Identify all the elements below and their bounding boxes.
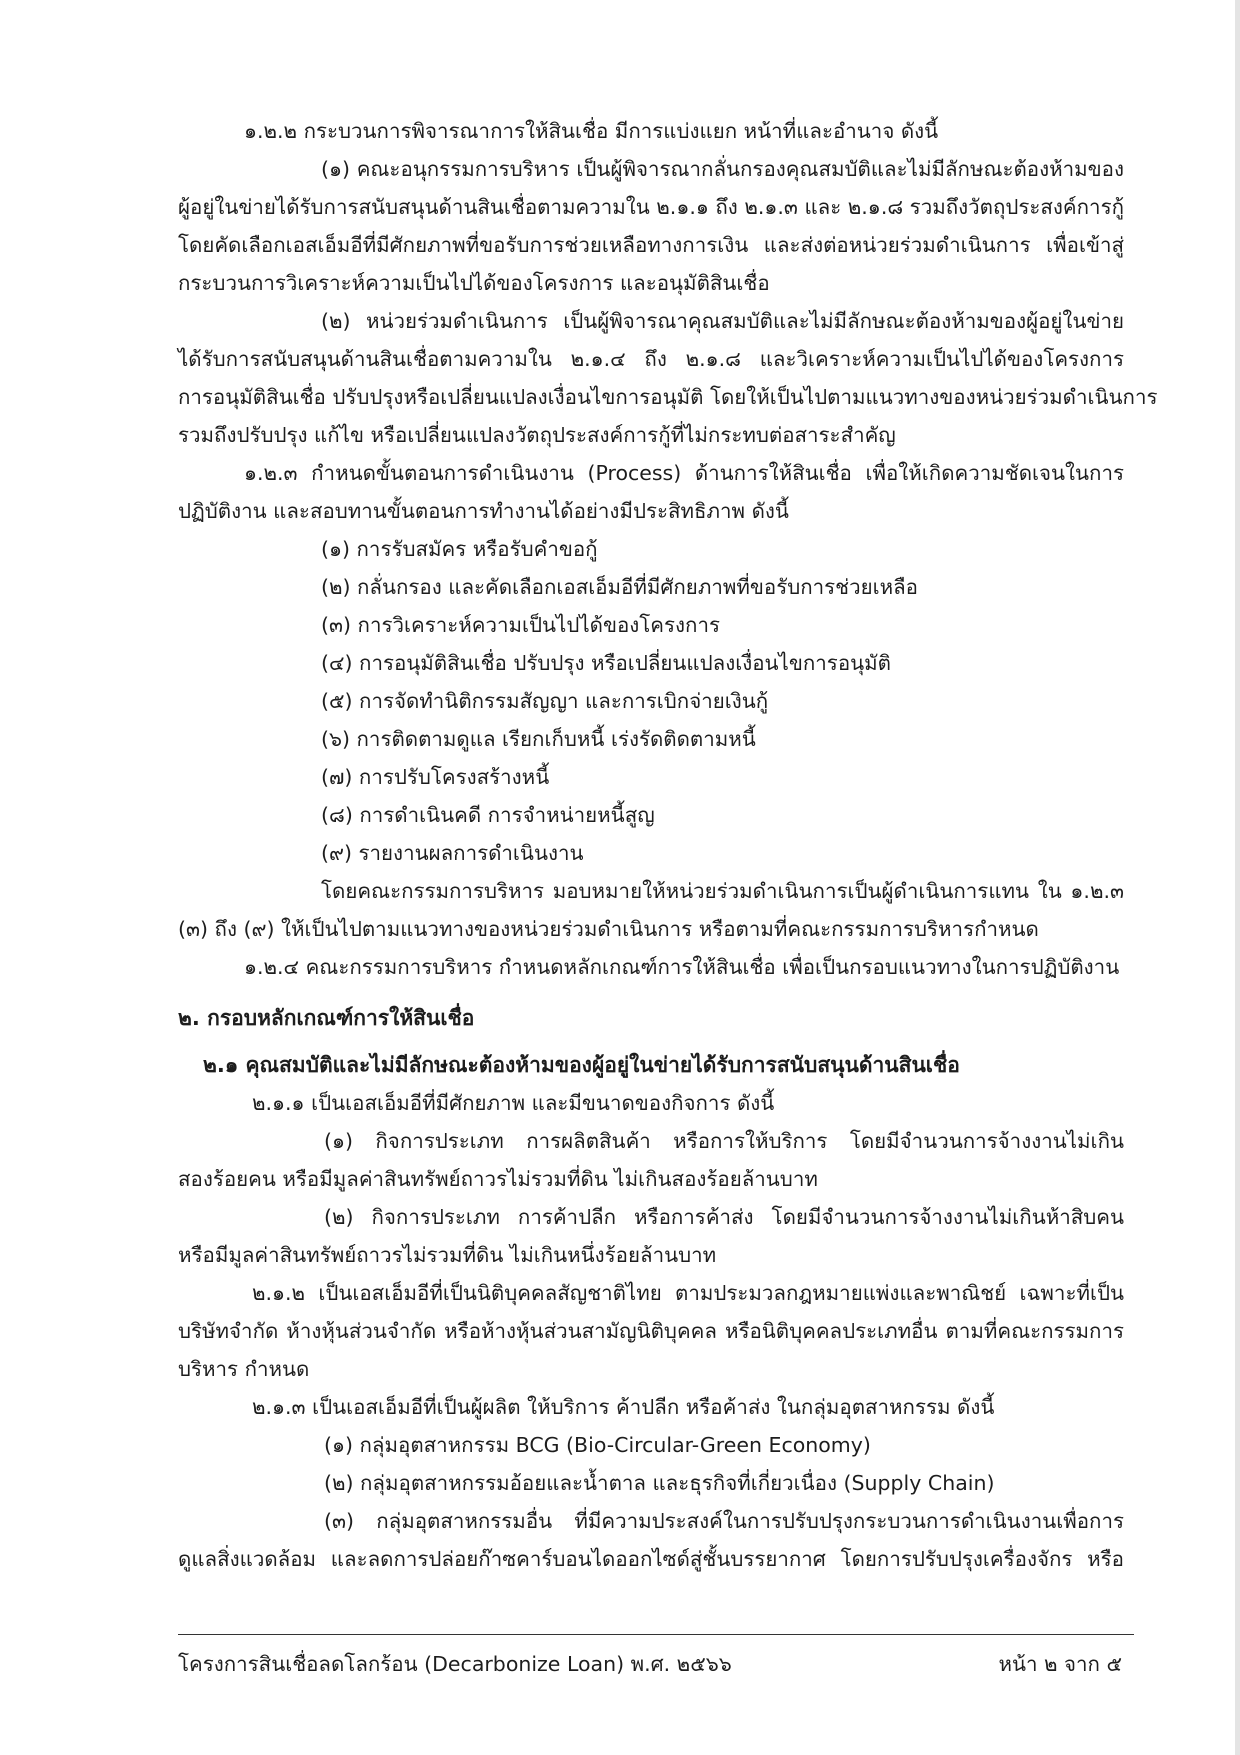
process-step: (๔) การอนุมัติสินเชื่อ ปรับปรุง หรือเปลี่ยนแปลงเงื่อนไขการอนุมัติ [321, 651, 891, 675]
paragraph-line: โดยคัดเลือกเอสเอ็มอีที่มีศักยภาพที่ขอรับการช่วยเหลือทางการเงิน และส่งต่อหน่วยร่วมดำเนินการ เพื่อเข้าสู่ [178, 233, 1124, 257]
paragraph-line: บริษัทจำกัด ห้างหุ้นส่วนจำกัด หรือห้างหุ้นส่วนสามัญนิติบุคคล หรือนิติบุคคลประเภทอื่น ตามที่คณะกรรมการ [178, 1319, 1124, 1343]
paragraph-line: (๒) หน่วยร่วมดำเนินการ เป็นผู้พิจารณาคุณสมบัติและไม่มีลักษณะต้องห้ามของผู้อยู่ในข่าย [321, 309, 1124, 333]
paragraph-line: กระบวนการวิเคราะห์ความเป็นไปได้ของโครงการ และอนุมัติสินเชื่อ [178, 271, 770, 295]
paragraph-line: บริหาร กำหนด [178, 1357, 310, 1381]
footer-project-title: โครงการสินเชื่อลดโลกร้อน (Decarbonize Loan) พ.ศ. ๒๕๖๖ [178, 1652, 732, 1676]
paragraph-line: โดยคณะกรรมการบริหาร มอบหมายให้หน่วยร่วมดำเนินการเป็นผู้ดำเนินการแทน ใน ๑.๒.๓ [321, 879, 1124, 903]
industry-group: (๓) กลุ่มอุตสาหกรรมอื่น ที่มีความประสงค์ในการปรับปรุงกระบวนการดำเนินงานเพื่อการ [324, 1509, 1124, 1533]
paragraph-line: ดูแลสิ่งแวดล้อม และลดการปล่อยก๊าซคาร์บอนไดออกไซด์สู่ชั้นบรรยากาศ โดยการปรับปรุงเครื่องจักร หรือ [178, 1547, 1124, 1571]
process-step: (๕) การจัดทำนิติกรรมสัญญา และการเบิกจ่ายเงินกู้ [321, 689, 769, 713]
paragraph-line: (๑) กิจการประเภท การผลิตสินค้า หรือการให้บริการ โดยมีจำนวนการจ้างงานไม่เกิน [324, 1129, 1124, 1153]
process-step: (๖) การติดตามดูแล เรียกเก็บหนี้ เร่งรัดติดตามหนี้ [321, 727, 756, 751]
paragraph-line: (๓) ถึง (๙) ให้เป็นไปตามแนวทางของหน่วยร่วมดำเนินการ หรือตามที่คณะกรรมการบริหารกำหนด [178, 917, 1039, 941]
section-heading-2: ๒. กรอบหลักเกณฑ์การให้สินเชื่อ [178, 1006, 475, 1030]
section-1-2-4: ๑.๒.๔ คณะกรรมการบริหาร กำหนดหลักเกณฑ์การให้สินเชื่อ เพื่อเป็นกรอบแนวทางในการปฏิบัติงาน [244, 955, 1120, 979]
process-step: (๙) รายงานผลการดำเนินงาน [321, 841, 584, 865]
footer-divider [178, 1634, 1134, 1635]
industry-group: (๒) กลุ่มอุตสาหกรรมอ้อยและน้ำตาล และธุรกิจที่เกี่ยวเนื่อง (Supply Chain) [324, 1471, 995, 1495]
footer-page-number: หน้า ๒ จาก ๕ [998, 1652, 1122, 1676]
section-1-2-2: ๑.๒.๒ กระบวนการพิจารณาการให้สินเชื่อ มีการแบ่งแยก หน้าที่และอำนาจ ดังนี้ [244, 119, 939, 143]
section-2-1-1: ๒.๑.๑ เป็นเอสเอ็มอีที่มีศักยภาพ และมีขนาดของกิจการ ดังนี้ [252, 1091, 775, 1115]
process-step: (๒) กลั่นกรอง และคัดเลือกเอสเอ็มอีที่มีศักยภาพที่ขอรับการช่วยเหลือ [321, 575, 918, 599]
paragraph-line: การอนุมัติสินเชื่อ ปรับปรุงหรือเปลี่ยนแปลงเงื่อนไขการอนุมัติ โดยให้เป็นไปตามแนวทางของหน่วยร่วมดำเนินการ [178, 385, 1158, 409]
paragraph-line: ได้รับการสนับสนุนด้านสินเชื่อตามความใน ๒.๑.๔ ถึง ๒.๑.๘ และวิเคราะห์ความเป็นไปได้ของโครงการ [178, 347, 1124, 371]
process-step: (๗) การปรับโครงสร้างหนี้ [321, 765, 550, 789]
industry-group: (๑) กลุ่มอุตสาหกรรม BCG (Bio-Circular-Green Economy) [324, 1433, 871, 1457]
paragraph-line: สองร้อยคน หรือมีมูลค่าสินทรัพย์ถาวรไม่รวมที่ดิน ไม่เกินสองร้อยล้านบาท [178, 1167, 818, 1191]
process-step: (๑) การรับสมัคร หรือรับคำขอกู้ [321, 537, 598, 561]
paragraph-line: ผู้อยู่ในข่ายได้รับการสนับสนุนด้านสินเชื่อตามความใน ๒.๑.๑ ถึง ๒.๑.๓ และ ๒.๑.๘ รวมถึงวัตถุประสงค์การกู้ [178, 195, 1124, 219]
scan-edge [1235, 0, 1240, 1755]
section-2-1-3: ๒.๑.๓ เป็นเอสเอ็มอีที่เป็นผู้ผลิต ให้บริการ ค้าปลีก หรือค้าส่ง ในกลุ่มอุตสาหกรรม ดังนี้ [252, 1395, 995, 1419]
paragraph-line: (๑) คณะอนุกรรมการบริหาร เป็นผู้พิจารณากลั่นกรองคุณสมบัติและไม่มีลักษณะต้องห้ามของ [321, 157, 1124, 181]
section-2-1-2: ๒.๑.๒ เป็นเอสเอ็มอีที่เป็นนิติบุคคลสัญชาติไทย ตามประมวลกฎหมายแพ่งและพาณิชย์ เฉพาะที่เป็น [252, 1281, 1124, 1305]
process-step: (๓) การวิเคราะห์ความเป็นไปได้ของโครงการ [321, 613, 720, 637]
subsection-heading-2-1: ๒.๑ คุณสมบัติและไม่มีลักษณะต้องห้ามของผู้อยู่ในข่ายได้รับการสนับสนุนด้านสินเชื่อ [203, 1053, 960, 1077]
process-step: (๘) การดำเนินคดี การจำหน่ายหนี้สูญ [321, 803, 655, 827]
paragraph-line: รวมถึงปรับปรุง แก้ไข หรือเปลี่ยนแปลงวัตถุประสงค์การกู้ที่ไม่กระทบต่อสาระสำคัญ [178, 423, 896, 447]
paragraph-line: หรือมีมูลค่าสินทรัพย์ถาวรไม่รวมที่ดิน ไม่เกินหนึ่งร้อยล้านบาท [178, 1243, 717, 1267]
paragraph-line: ปฏิบัติงาน และสอบทานขั้นตอนการทำงานได้อย่างมีประสิทธิภาพ ดังนี้ [178, 499, 789, 523]
paragraph-line: (๒) กิจการประเภท การค้าปลีก หรือการค้าส่ง โดยมีจำนวนการจ้างงานไม่เกินห้าสิบคน [324, 1205, 1124, 1229]
section-1-2-3: ๑.๒.๓ กำหนดขั้นตอนการดำเนินงาน (Process) ด้านการให้สินเชื่อ เพื่อให้เกิดความชัดเจนในการ [244, 461, 1124, 485]
